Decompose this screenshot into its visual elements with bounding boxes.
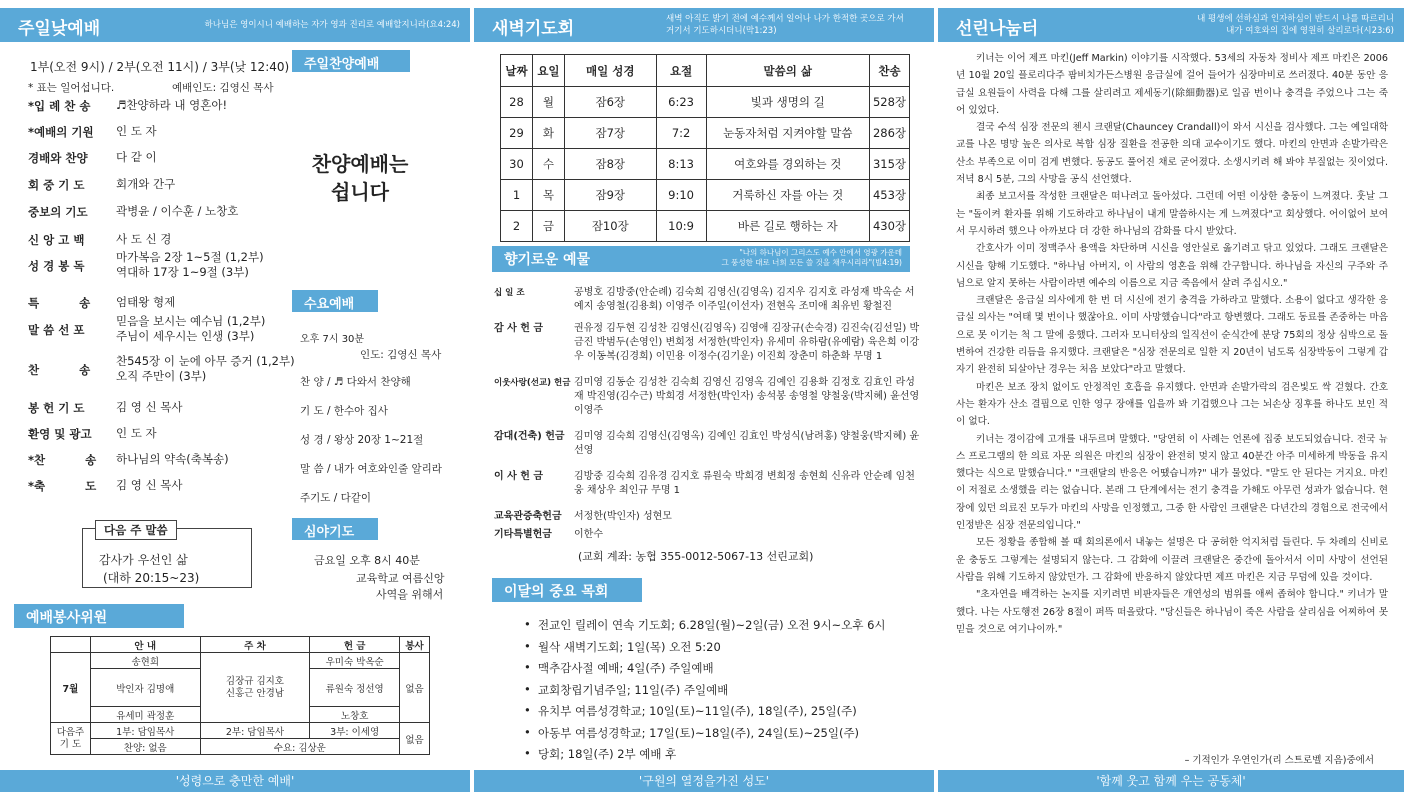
order-value: 엄태왕 형제 — [116, 295, 176, 309]
order-label: *축 도 — [28, 479, 97, 493]
offering-type: 기타특별헌금 — [494, 529, 552, 540]
order-value: 김 영 신 목사 — [116, 400, 183, 414]
offering-type: 감 사 헌 금 — [494, 323, 544, 334]
sunday-worship-header — [0, 8, 470, 42]
wednesday-time: 오후 7시 30분 — [300, 334, 365, 345]
column-header-volunteer: 봉사 — [400, 637, 430, 653]
table-row — [51, 723, 430, 739]
table-cell: 2 — [501, 211, 533, 242]
column-header: 말씀의 삶 — [706, 55, 869, 87]
order-label: 찬 송 — [28, 363, 91, 377]
table-cell: 315장 — [870, 149, 910, 180]
next-week-title: 다음 주 말씀 — [95, 520, 177, 540]
column-dawn-prayer — [474, 0, 934, 792]
article-source: – 기적인가 우연인가(리 스트로벨 지음)중에서 — [1184, 755, 1374, 766]
column-header: 매일 성경 — [564, 55, 656, 87]
column-sharing — [938, 0, 1404, 792]
table-row — [51, 739, 430, 755]
service-committee-header: 예배봉사위원 — [14, 604, 184, 628]
next-prayer-cell: 1부: 담임목사 — [90, 723, 200, 739]
wednesday-order-item: 주기도 / 다같이 — [300, 492, 372, 504]
monthly-event-item: • 월삭 새벽기도회; 1일(목) 오전 5:20 — [538, 639, 721, 655]
order-value: 믿음을 보시는 예수님 (1,2부) 주님이 세우시는 인생 (3부) — [116, 314, 266, 343]
next-week-sermon-box — [82, 523, 252, 588]
table-cell: 목 — [532, 180, 564, 211]
table-cell: 월 — [532, 87, 564, 118]
order-value: ♬찬양하라 내 영혼아! — [116, 98, 228, 112]
table-cell: 528장 — [870, 87, 910, 118]
order-label: 특 송 — [28, 296, 91, 310]
table-row — [51, 637, 430, 653]
next-prayer-label: 다음주 기 도 — [51, 723, 91, 755]
parking-cell: 김장규 김지호 신홍근 안경남 — [200, 653, 310, 723]
sharing-verse: 내 평생에 선하심과 인자하심이 반드시 나를 따르리니 내가 여호와의 집에 영원히 살리로다(시23:6) — [1197, 14, 1394, 36]
volunteer-cell: 없음 — [400, 653, 430, 723]
service-times: 1부(오전 9시) / 2부(오전 11시) / 3부(낮 12:40) — [30, 60, 290, 74]
order-value: 인 도 자 — [116, 124, 157, 138]
column-sunday-worship — [0, 0, 470, 792]
monthly-event-item: • 유치부 여름성경학교; 10일(토)~11일(주), 18일(주), 25일(주) — [538, 703, 857, 719]
table-cell: 1 — [501, 180, 533, 211]
offering-header — [492, 246, 910, 272]
next-week-sermon: 감사가 우선인 삶 — [99, 553, 188, 567]
order-value: 마가복음 2장 1~5절 (1,2부) 역대하 17장 1~9절 (3부) — [116, 250, 264, 279]
column-header: 찬송 — [870, 55, 910, 87]
article-paragraph: 마킨은 보조 장치 없이도 안정적인 호흡을 유지했다. 안면과 손발가락의 검은빛도 싹 걷혔다. 간호사는 환자가 산소 결핍으로 인한 영구 장애를 입을까 봐 기겁했으나 그는 뇌손상 징후를 하나도 보인 적이 없다. — [956, 381, 1388, 428]
table-cell: 수 — [532, 149, 564, 180]
order-value: 사 도 신 경 — [116, 232, 172, 246]
standing-note: * 표는 일어섭니다. — [28, 82, 115, 94]
monthly-event-item: • 맥추감사절 예배; 4일(주) 주일예배 — [538, 660, 714, 676]
table-cell: 눈동자처럼 지켜야할 말씀 — [706, 118, 869, 149]
table-cell: 30 — [501, 149, 533, 180]
order-label: 환영 및 광고 — [28, 427, 92, 441]
sharing-header — [938, 8, 1404, 42]
table-cell: 잠8장 — [564, 149, 656, 180]
monthly-events-header: 이달의 중요 목회 — [492, 578, 642, 602]
wednesday-order-item: 찬 양 / ♬ 다와서 찬양해 — [300, 376, 411, 388]
wednesday-leader: 인도: 김영신 목사 — [360, 349, 442, 361]
offering-title: 향기로운 예물 — [504, 252, 591, 268]
table-cell: 6:23 — [656, 87, 706, 118]
order-label: 경배와 찬양 — [28, 151, 88, 165]
table-cell: 금 — [532, 211, 564, 242]
next-prayer-cell: 3부: 이세영 — [310, 723, 400, 739]
wednesday-order-item: 성 경 / 왕상 20장 1~21절 — [300, 434, 424, 446]
offering-names: 공병호 김방중(안순례) 김숙희 김영신(김영옥) 김지우 김지호 라성재 박옥순 서예지 송영철(김용회) 이영주 이주일(이선자) 전현옥 조미애 최유빈 황철진 — [574, 287, 915, 312]
article-paragraph: 모든 정황을 종합해 볼 때 회의론에서 내놓는 설명은 다 공허한 억지처럼 들린다. 두 차례의 신비로운 충동도 그렇게는 설명되지 않는다. 그 감화에 이끌려 크랜달은 중간에 돌아서서 이미 사망이 선언된 사람을 위해 기도하지 않았던가. 그 감화에 반응하지 않았다면 제프 마킨은 지금 무덤에 있을 것이다. — [956, 537, 1388, 583]
article-paragraph: 결국 수석 심장 전문의 첸시 크랜달(Chauncey Crandall)이 와서 시신을 검사했다. 그는 예일대학교를 나온 명망 높은 의사로 복합 심장 질환을 전공한 의대 교수이기도 했다. 마킨의 안면과 손발가락은 산소 부족으로 이미 검게 변했다. 동공도 풀어진 채로 굳어졌다. 소생시키려 해 봐야 부질없는 짓이었다. 저녁 8시 5분, 그의 사망을 공식 선언했다. — [956, 122, 1388, 186]
guide-cell: 송현희 — [90, 653, 200, 669]
monthly-event-item: • 전교인 릴레이 연속 기도회; 6.28일(월)~2일(금) 오전 9시~오후 6시 — [538, 617, 886, 633]
order-value: 회개와 간구 — [116, 177, 176, 191]
column-header: 요절 — [656, 55, 706, 87]
table-row — [501, 118, 910, 149]
monthly-event-item: • 교회창립기념주일; 11일(주) 주일예배 — [538, 682, 728, 698]
table-row — [51, 653, 430, 669]
table-cell — [51, 637, 91, 653]
table-row — [501, 55, 910, 87]
night-prayer-header: 심야기도회 — [292, 518, 378, 540]
article-paragraph: 최종 보고서를 작성한 크랜달은 떠나려고 돌아섰다. 그런데 어떤 이상한 충동이 느껴졌다. 훗날 그는 "돌이켜 환자를 위해 기도하라고 하나님이 내게 말씀하시는 게 느껴졌다"고 회상했다. 어이없어 보여서 무시하려 했으나 아까보다 더 강한 하나님의 감화를 다시 받았다. — [956, 191, 1388, 237]
order-label: 중보의 기도 — [28, 205, 88, 219]
offering-type: 이 사 헌 금 — [494, 471, 544, 482]
column-header-guide: 안 내 — [90, 637, 200, 653]
offering-cell: 류원숙 정선영 — [310, 669, 400, 707]
table-cell: 7:2 — [656, 118, 706, 149]
offering-names: 권유정 김두현 김성찬 김영신(김영옥) 김영애 김장규(손숙경) 김진숙(김선일) 박금진 박범두(손영인) 변희정 서정한(박인자) 유세미 유하람(유예람) 육은희 이강우 이동복(김경희) 이민용 이정수(김기운) 이진희 장춘미 하춘화 무명 1 — [574, 323, 920, 362]
table-row — [501, 87, 910, 118]
order-value: 인 도 자 — [116, 426, 157, 440]
sunday-worship-title: 주일낮예배 — [18, 19, 101, 39]
offering-names: 김미영 김동순 김성찬 김숙희 김영신 김영옥 김예인 김용화 김정호 김효인 라성재 박진영(김수근) 박희경 서정한(박인자) 송석봉 송영철 양철웅(박지혜) 윤선영 이영주 — [574, 377, 920, 416]
offering-names: 이한수 — [574, 529, 603, 540]
table-cell: 잠7장 — [564, 118, 656, 149]
table-cell: 잠10장 — [564, 211, 656, 242]
order-value: 하나님의 약속(축복송) — [116, 452, 229, 466]
order-label: 성 경 봉 독 — [28, 259, 85, 273]
table-cell: 430장 — [870, 211, 910, 242]
night-prayer-time: 금요일 오후 8시 40분 — [314, 554, 420, 567]
order-label: 회 중 기 도 — [28, 178, 85, 192]
order-value: 찬545장 이 눈에 아무 증거 (1,2부) 오직 주만이 (3부) — [116, 354, 295, 383]
next-praise-cell: 찬양: 없음 — [90, 739, 200, 755]
order-value: 곽병윤 / 이수훈 / 노창호 — [116, 204, 239, 218]
order-label: 말 씀 선 포 — [28, 323, 85, 337]
offering-type: 감대(건축) 헌금 — [494, 431, 565, 442]
order-label: *예배의 기원 — [28, 125, 94, 139]
offering-names: 서정한(박인자) 성현모 — [574, 511, 672, 522]
table-cell: 28 — [501, 87, 533, 118]
column-header-parking: 주 차 — [200, 637, 310, 653]
next-wed-cell: 수요: 김상운 — [200, 739, 399, 755]
wednesday-order-item: 말 씀 / 내가 여호와인줄 알리라 — [300, 463, 442, 475]
offering-type: 교육관증축헌금 — [494, 511, 562, 522]
church-account: (교회 계좌: 농협 355-0012-5067-13 선린교회) — [578, 550, 814, 563]
order-value: 김 영 신 목사 — [116, 478, 183, 492]
table-row — [501, 149, 910, 180]
table-cell: 8:13 — [656, 149, 706, 180]
dawn-prayer-title: 새벽기도회 — [492, 19, 575, 39]
table-cell: 286장 — [870, 118, 910, 149]
praise-worship-notice: 찬양예배는 쉽니다 — [311, 152, 409, 204]
guide-cell: 유세미 곽정훈 — [90, 707, 200, 723]
article-paragraph: 크랜달은 응급실 의사에게 한 번 더 시신에 전기 충격을 가하라고 말했다. 소용이 없다고 생각한 응급실 의사는 "여태 몇 번이나 했잖아요. 이미 사망했습니다"라고 항변했다. 그래도 동료를 존중하는 마음으로 못 이기는 척 그 말에 응했다. 그러자 모니터상의 일직선이 순식간에 분당 75회의 정상 심박으로 돌변하여 건강한 리듬을 유지했다. 크랜달은 "심장 전문의로 일한 지 20년이 넘도록 심장박동이 그렇게 갑자기 완전히 되살아난 경우는 처음 보았다"라고 말했다. — [956, 295, 1388, 376]
column-header-offering: 헌 금 — [310, 637, 400, 653]
table-cell: 바른 길로 행하는 자 — [706, 211, 869, 242]
column2-footer: '구원의 열정을가진 성도' — [474, 770, 934, 792]
table-cell: 29 — [501, 118, 533, 149]
wednesday-order-item: 기 도 / 한수아 집사 — [300, 405, 388, 417]
column-header: 요일 — [532, 55, 564, 87]
next-week-ref: (대하 20:15~23) — [103, 571, 200, 585]
table-cell: 빛과 생명의 길 — [706, 87, 869, 118]
table-cell: 여호와를 경외하는 것 — [706, 149, 869, 180]
article-paragraph: "초자연을 배격하는 논지를 지키려면 비판자들은 개연성의 범위를 애써 좁혀야 합니다." 키너가 말했다. 나는 사도행전 26장 8절이 퍼뜩 떠올랐다. "당신들은 하나님이 죽은 사람을 살리심을 어찌하여 못 믿을 것으로 여기나이까." — [956, 589, 1388, 635]
table-row — [501, 180, 910, 211]
article-paragraph: 간호사가 이미 정맥주사 용액을 차단하며 시신을 영안실로 옮기려고 닦고 있었다. 그래도 크랜달은 시신을 향해 기도했다. "하나님 아버지, 이 사람의 영혼을 위해 간구합니다. 하나님을 자신의 구주와 주님으로 알지 못하는 사람이라면 예수의 이름으로 지금 죽음에서 살려 주십시오." — [956, 243, 1388, 289]
order-label: *찬 송 — [28, 453, 97, 467]
service-committee-table — [50, 636, 430, 755]
table-cell: 453장 — [870, 180, 910, 211]
order-label: 봉 헌 기 도 — [28, 401, 85, 415]
sunday-worship-verse: 하나님은 영이시니 예배하는 자가 영과 진리로 예배할지니라(요4:24) — [204, 20, 460, 30]
sharing-title: 선린나눔터 — [956, 19, 1039, 39]
night-prayer-purpose-1: 교육학교 여름신앙 — [356, 572, 445, 585]
table-cell: 거룩하신 자를 아는 것 — [706, 180, 869, 211]
month-cell: 7월 — [51, 653, 91, 723]
article-paragraph: 키너는 경이감에 고개를 내두르며 말했다. "당연히 이 사례는 언론에 집중 보도되었습니다. 전국 뉴스 프로그램의 한 의료 자문 의원은 마킨의 심장이 완전히 멎지 않고 40분간 아주 미세하게 박동을 유지했다는 식으로 말했습니다." "크랜달의 반응은 어땠습니까?" 내가 물었다. "말도 안 된다는 거지요. 마킨이 저절로 소생했을 리는 없습니다. 본래 그 단계에서는 전기 충격을 가해도 아무런 성과가 없습니다. 현장에 있던 의료진 모두가 마킨의 사망을 인정했고, 그중 한 사람인 크랜달은 다년간의 경험으로 전국에서 인정받은 심장 전문의입니다." — [956, 433, 1388, 532]
offering-type: 십 일 조 — [494, 288, 525, 298]
order-label: 신 앙 고 백 — [28, 233, 85, 247]
column1-footer: '성령으로 충만한 예배' — [0, 770, 470, 792]
monthly-event-item: • 아동부 여름성경학교; 17일(토)~18일(주), 24일(토)~25일(주) — [538, 725, 859, 741]
worship-leader: 예배인도: 김영신 목사 — [172, 82, 274, 94]
night-prayer-purpose-2: 사역을 위해서 — [376, 588, 444, 601]
column-header: 날짜 — [501, 55, 533, 87]
offering-cell: 노창호 — [310, 707, 400, 723]
table-cell: 9:10 — [656, 180, 706, 211]
offering-names: 김미영 김숙희 김영신(김영옥) 김예인 김효인 박성식(남려홍) 양철웅(박지혜) 윤선영 — [574, 431, 920, 456]
table-cell: 잠6장 — [564, 87, 656, 118]
offering-cell: 우미숙 박옥순 — [310, 653, 400, 669]
sharing-article — [956, 50, 1388, 638]
dawn-prayer-schedule — [500, 54, 910, 242]
offering-type: 이웃사랑(선교) 헌금 — [494, 378, 571, 388]
dawn-prayer-verse: 새벽 아직도 밝기 전에 예수께서 일어나 나가 한적한 곳으로 가셔 거기서 기도하시더니(막1:23) — [666, 14, 904, 36]
column3-footer: '함께 웃고 함께 우는 공동체' — [938, 770, 1404, 792]
praise-worship-header: 주일찬양예배 — [292, 50, 410, 72]
order-label: *입 례 찬 송 — [28, 99, 91, 113]
next-volunteer-cell: 없음 — [400, 723, 430, 755]
table-cell: 잠9장 — [564, 180, 656, 211]
table-cell: 화 — [532, 118, 564, 149]
guide-cell: 박인자 김명애 — [90, 669, 200, 707]
offering-names: 김방중 김숙희 김유경 김지호 류원숙 박희경 변희정 송현희 신유라 안순례 임천웅 채상우 최인규 무명 1 — [574, 471, 915, 496]
table-row — [501, 211, 910, 242]
offering-verse: "나의 하나님이 그리스도 예수 안에서 영광 가운데 그 풍성한 대로 너희 모든 쓸 것을 채우시리라"(빌4:19) — [721, 248, 902, 267]
order-value: 다 같 이 — [116, 150, 157, 164]
dawn-prayer-header — [474, 8, 934, 42]
article-paragraph: 키너는 이어 제프 마킨(Jeff Markin) 이야기를 시작했다. 53세의 자동차 정비사 제프 마킨은 2006년 10월 20일 플로리다주 팜비치가든스병원 응급실에 걸어 들어가 심장마비로 쓰러졌다. 40분 동안 응급실 요원들이 사력을 다해 그를 살리려고 제세동기(除細動器)로 일곱 번이나 충격을 주었으나 그는 죽어 있었다. — [956, 53, 1388, 116]
next-prayer-cell: 2부: 담임목사 — [200, 723, 310, 739]
table-cell: 10:9 — [656, 211, 706, 242]
wednesday-worship-header: 수요예배 — [292, 290, 378, 312]
monthly-event-item: • 당회; 18일(주) 2부 예배 후 — [538, 746, 676, 762]
